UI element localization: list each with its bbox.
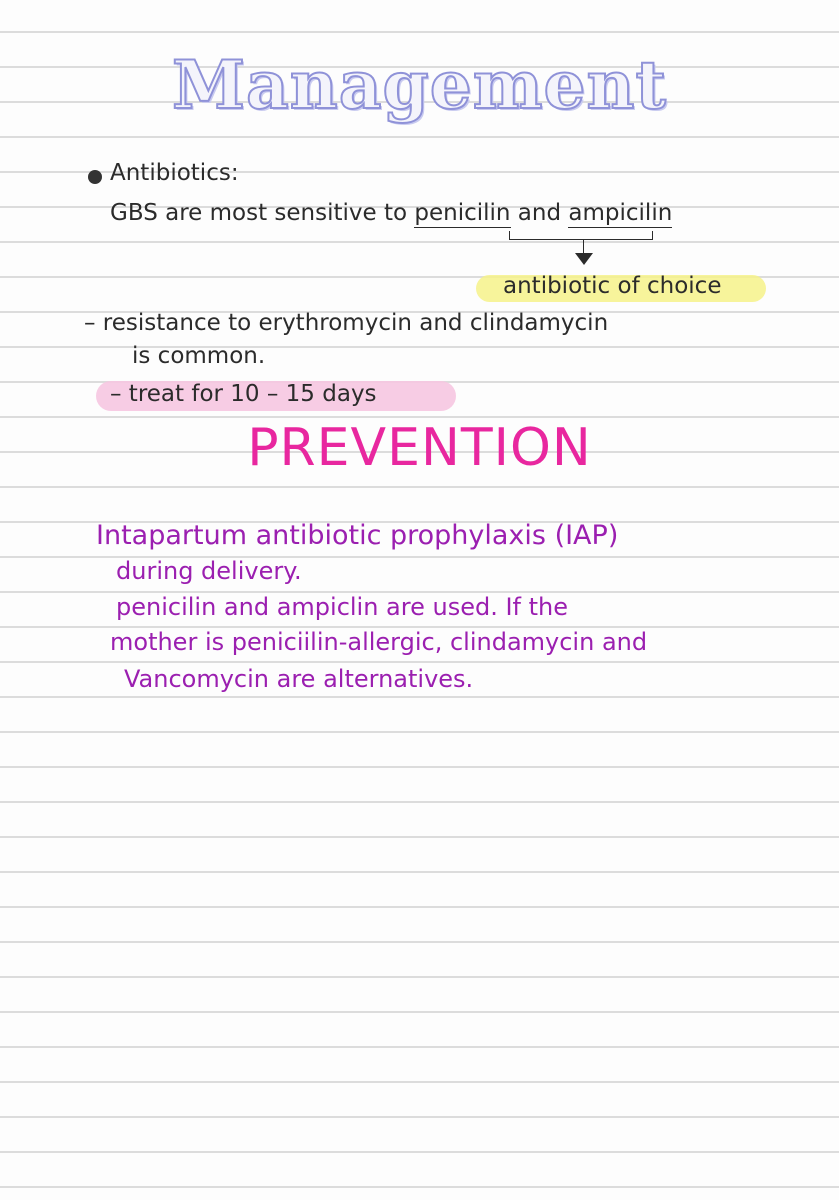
sensitivity-and: and [510,200,569,226]
treat-duration: – treat for 10 – 15 days [110,381,377,407]
sensitivity-prefix: GBS are most sensitive to [110,200,415,226]
drug-ampicilin: ampicilin [568,200,673,226]
prevention-heading: PREVENTION [247,418,592,478]
resistance-line-1: – resistance to erythromycin and clindamycin [84,310,609,336]
antibiotics-heading: Antibiotics: [110,160,239,186]
prevention-line-3: penicilin and ampiclin are used. If the [116,593,569,621]
prevention-line-2: during delivery. [116,557,302,585]
prevention-line-4: mother is peniciilin-allergic, clindamycin and [110,628,648,656]
arrow-down-icon [575,253,593,265]
antibiotic-of-choice: antibiotic of choice [503,273,722,299]
page-title: Management [171,46,667,124]
drug-penicilin: penicilin [414,200,511,226]
prevention-line-5: Vancomycin are alternatives. [124,665,474,693]
bullet-dot-icon [88,170,102,184]
sensitivity-line [110,200,672,226]
bracket-line [509,231,653,240]
prevention-line-1: Intapartum antibiotic prophylaxis (IAP) [96,520,619,551]
resistance-line-2: is common. [132,343,266,369]
arrow-stem [583,240,584,254]
